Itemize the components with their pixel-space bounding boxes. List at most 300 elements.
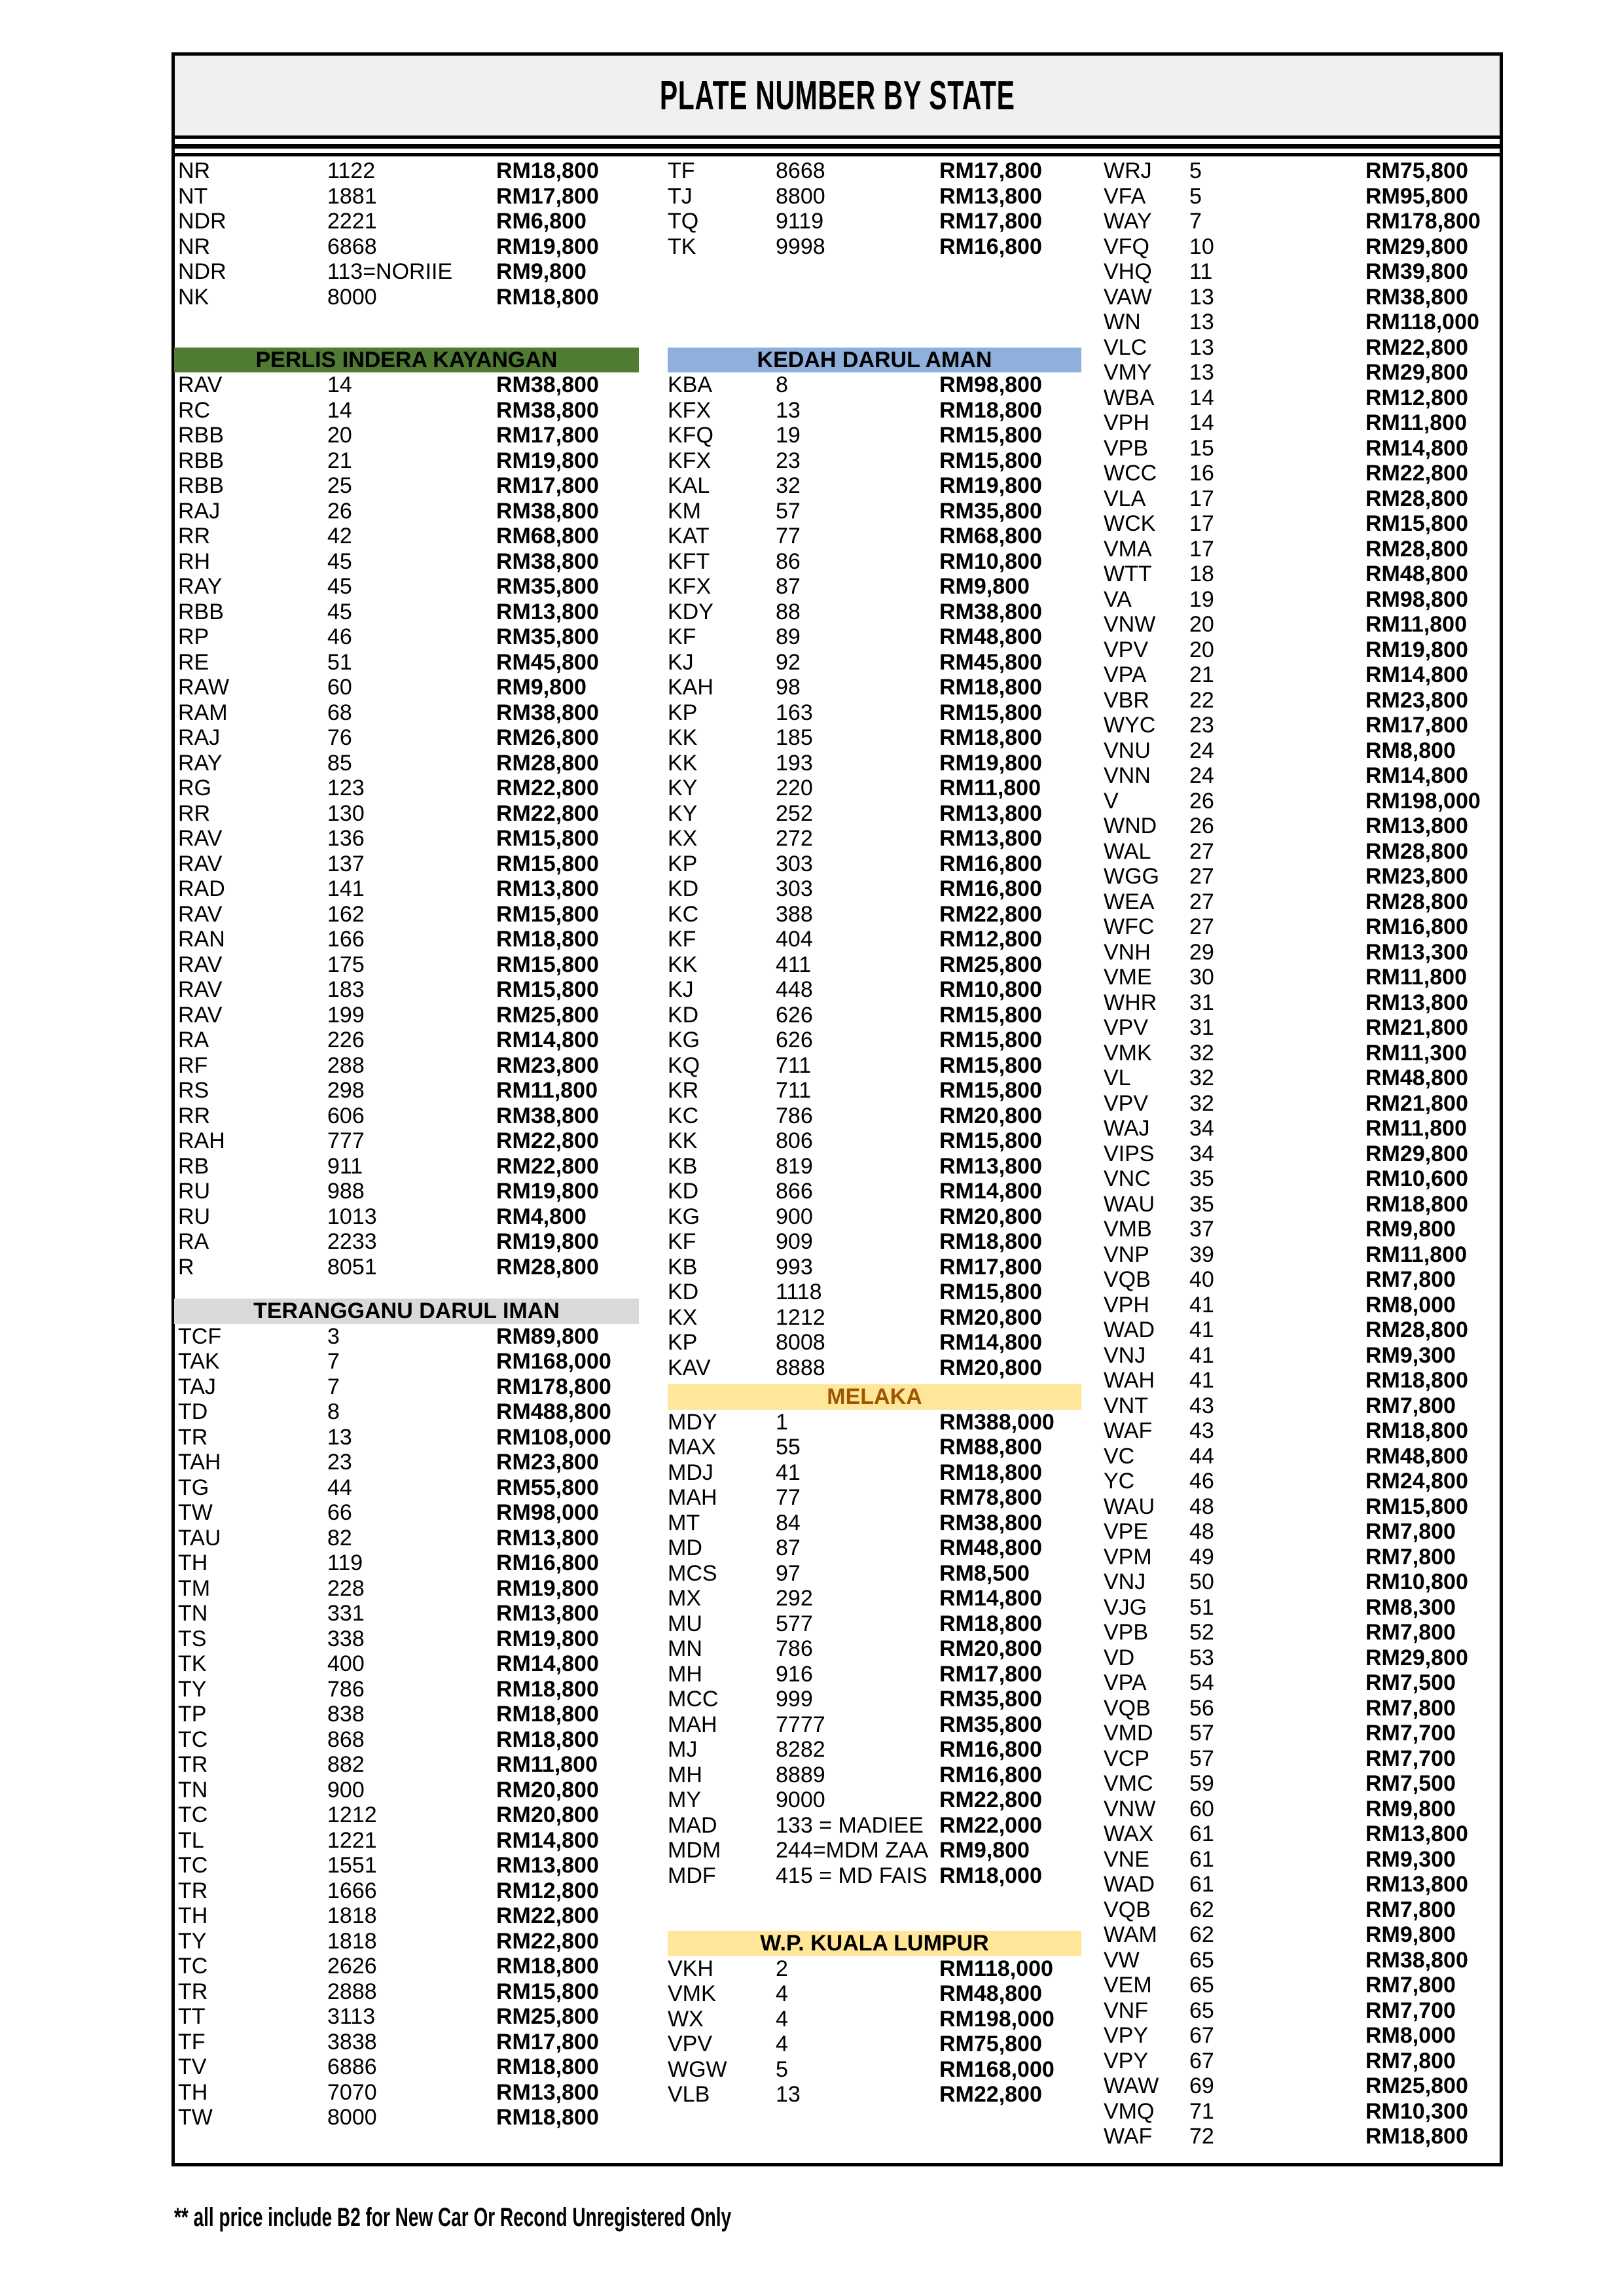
price-cell: RM18,800 <box>496 2105 599 2130</box>
plate-cell: KFX <box>668 397 712 423</box>
number-cell: 711 <box>776 1052 812 1078</box>
table-row <box>668 1280 1081 1305</box>
table-row <box>174 1727 639 1753</box>
price-cell: RM17,800 <box>496 473 599 499</box>
plate-cell: KK <box>668 750 698 776</box>
number-cell: 2888 <box>327 1979 377 2004</box>
plate-cell: MD <box>668 1535 702 1561</box>
number-cell: 46 <box>1189 1469 1214 1494</box>
price-cell: RM15,800 <box>939 1078 1042 1103</box>
price-cell: RM98,800 <box>939 372 1042 398</box>
table-row <box>174 1179 639 1204</box>
price-cell: RM20,800 <box>939 1355 1042 1380</box>
section-header-melaka: MELAKA <box>668 1384 1081 1410</box>
price-cell: RM15,800 <box>496 977 599 1003</box>
plate-cell: MDM <box>668 1838 721 1863</box>
price-cell: RM17,800 <box>496 423 599 448</box>
table-row <box>668 1460 1081 1486</box>
plate-cell: KAT <box>668 524 710 549</box>
number-cell: 786 <box>327 1676 365 1702</box>
plate-cell: VHQ <box>1104 259 1152 284</box>
number-cell: 27 <box>1189 889 1214 914</box>
plate-cell: KP <box>668 851 698 876</box>
price-cell: RM16,800 <box>496 1551 599 1576</box>
table-row <box>174 184 639 209</box>
number-cell: 77 <box>776 1485 801 1511</box>
price-cell: RM20,800 <box>939 1636 1042 1662</box>
plate-cell: MDY <box>668 1409 717 1435</box>
plate-cell: RBB <box>178 423 224 448</box>
table-row <box>668 1204 1081 1230</box>
table-row <box>1104 511 1504 537</box>
divider-rule-thin <box>175 153 1500 156</box>
number-cell: 87 <box>776 574 801 600</box>
price-cell: RM16,800 <box>939 876 1042 902</box>
table-row <box>174 1324 639 1350</box>
plate-cell: KG <box>668 1204 700 1229</box>
table-row <box>174 1103 639 1129</box>
number-cell: 26 <box>327 498 352 524</box>
table-row <box>1104 436 1504 461</box>
price-cell: RM28,800 <box>1365 486 1468 511</box>
price-cell: RM68,800 <box>939 524 1042 549</box>
table-row <box>174 826 639 852</box>
table-row <box>174 285 639 310</box>
number-cell: 32 <box>1189 1040 1214 1066</box>
table-row <box>668 650 1081 675</box>
number-cell: 25 <box>327 473 352 499</box>
plate-cell: RU <box>178 1204 211 1229</box>
table-row <box>668 158 1081 184</box>
plate-cell: NK <box>178 284 209 310</box>
table-row <box>668 902 1081 927</box>
price-cell: RM38,800 <box>939 599 1042 624</box>
table-row <box>174 1425 639 1450</box>
number-cell: 59 <box>1189 1771 1214 1796</box>
price-cell: RM7,800 <box>1365 1973 1456 1998</box>
table-row <box>174 524 639 549</box>
table-row <box>174 2105 639 2130</box>
price-cell: RM7,800 <box>1365 1544 1456 1570</box>
number-cell: 338 <box>327 1626 365 1651</box>
price-cell: RM55,800 <box>496 1475 599 1500</box>
plate-cell: R <box>178 1254 194 1280</box>
plate-cell: KD <box>668 1179 699 1204</box>
plate-cell: TF <box>668 158 695 183</box>
number-cell: 32 <box>1189 1090 1214 1116</box>
table-row <box>1104 940 1504 965</box>
plate-cell: RA <box>178 1229 209 1255</box>
table-row <box>1104 1545 1504 1570</box>
price-cell: RM19,800 <box>496 234 599 259</box>
plate-cell: KX <box>668 826 698 852</box>
price-cell: RM6,800 <box>496 209 586 234</box>
plate-cell: TN <box>178 1777 208 1803</box>
plate-cell: VNE <box>1104 1846 1149 1872</box>
price-cell: RM7,800 <box>1365 1267 1456 1292</box>
table-row <box>174 574 639 600</box>
table-row <box>1104 814 1504 839</box>
section-header-perlis-indera-kayangan: PERLIS INDERA KAYANGAN <box>174 348 639 373</box>
price-cell: RM7,800 <box>1365 1620 1456 1645</box>
plate-cell: TC <box>178 1727 208 1752</box>
plate-cell: RP <box>178 624 209 650</box>
price-cell: RM15,800 <box>939 423 1042 448</box>
table-row <box>174 2080 639 2106</box>
price-cell: RM16,800 <box>939 234 1042 259</box>
price-cell: RM20,800 <box>939 1103 1042 1128</box>
number-cell: 400 <box>327 1651 365 1677</box>
table-row <box>174 801 639 827</box>
plate-cell: VLC <box>1104 334 1147 360</box>
price-cell: RM9,800 <box>939 574 1030 600</box>
number-cell: 7 <box>327 1374 340 1399</box>
number-cell: 43 <box>1189 1418 1214 1443</box>
plate-cell: RA <box>178 1028 209 1053</box>
number-cell: 882 <box>327 1752 365 1778</box>
plate-cell: TT <box>178 2004 206 2030</box>
number-cell: 39 <box>1189 1242 1214 1267</box>
plate-cell: TY <box>178 1676 207 1702</box>
table-row <box>1104 1998 1504 2024</box>
table-row <box>174 650 639 675</box>
price-cell: RM14,800 <box>939 1179 1042 1204</box>
number-cell: 162 <box>327 901 365 927</box>
plate-cell: VFQ <box>1104 234 1149 259</box>
table-row <box>1104 184 1504 209</box>
price-cell: RM13,800 <box>1365 1872 1468 1897</box>
number-cell: 76 <box>327 725 352 751</box>
table-row <box>1104 612 1504 637</box>
plate-cell: TR <box>178 1424 208 1450</box>
plate-cell: VEM <box>1104 1973 1152 1998</box>
number-cell: 911 <box>327 1153 363 1179</box>
plate-cell: WCC <box>1104 461 1157 486</box>
table-row <box>668 876 1081 902</box>
table-row <box>1104 1444 1504 1469</box>
price-cell: RM22,800 <box>496 1128 599 1154</box>
number-cell: 272 <box>776 826 813 852</box>
table-row <box>1104 1091 1504 1117</box>
table-row <box>1104 1847 1504 1873</box>
number-cell: 87 <box>776 1535 801 1561</box>
table-row <box>668 700 1081 726</box>
plate-cell: VQB <box>1104 1267 1151 1292</box>
plate-cell: WCK <box>1104 511 1156 536</box>
table-row <box>1104 461 1504 486</box>
table-row <box>668 1330 1081 1355</box>
table-row <box>1104 486 1504 512</box>
plate-cell: VMY <box>1104 360 1152 385</box>
price-cell: RM7,800 <box>1365 1519 1456 1544</box>
price-cell: RM7,800 <box>1365 1393 1456 1418</box>
table-row <box>1104 839 1504 865</box>
number-cell: 193 <box>776 750 813 776</box>
plate-cell: VPV <box>1104 1090 1149 1116</box>
price-cell: RM118,000 <box>1365 310 1479 334</box>
table-row <box>1104 386 1504 411</box>
plate-cell: RC <box>178 397 211 423</box>
plate-cell: VPV <box>1104 637 1149 662</box>
number-cell: 11 <box>1189 259 1213 284</box>
table-row <box>1104 335 1504 361</box>
plate-cell: RAY <box>178 574 223 600</box>
number-cell: 48 <box>1189 1519 1214 1544</box>
table-row <box>1104 1797 1504 1822</box>
plate-cell: TAU <box>178 1525 221 1551</box>
number-cell: 8668 <box>776 158 825 183</box>
price-cell: RM22,800 <box>496 1153 599 1179</box>
number-cell: 61 <box>1189 1872 1214 1897</box>
plate-cell: MH <box>668 1762 702 1787</box>
table-row <box>668 398 1081 423</box>
number-cell: 32 <box>1189 1066 1214 1090</box>
table-row <box>174 927 639 952</box>
price-cell: RM15,800 <box>496 1979 599 2004</box>
price-cell: RM16,800 <box>939 1737 1042 1763</box>
price-cell: RM98,000 <box>496 1500 599 1526</box>
plate-cell: WAX <box>1104 1821 1154 1846</box>
price-cell: RM18,800 <box>1365 1368 1468 1393</box>
price-cell: RM18,800 <box>1365 2124 1468 2149</box>
number-cell: 20 <box>327 423 352 448</box>
table-row <box>174 1154 639 1179</box>
plate-cell: WAW <box>1104 2073 1159 2098</box>
number-cell: 43 <box>1189 1393 1214 1418</box>
plate-cell: MAH <box>668 1712 717 1737</box>
number-cell: 226 <box>327 1028 365 1053</box>
table-row <box>668 1410 1081 1435</box>
number-cell: 415 = MD FAIS <box>776 1863 928 1888</box>
plate-cell: WAF <box>1104 1418 1153 1443</box>
price-cell: RM11,800 <box>1365 1116 1467 1141</box>
spacer <box>174 1280 639 1299</box>
table-row <box>174 448 639 474</box>
price-cell: RM12,800 <box>939 927 1042 952</box>
table-row <box>1104 914 1504 940</box>
table-row <box>1104 1746 1504 1772</box>
number-cell: 41 <box>1189 1318 1214 1342</box>
number-cell: 988 <box>327 1179 365 1204</box>
plate-cell: RR <box>178 1103 211 1128</box>
number-cell: 2233 <box>327 1229 377 1255</box>
table-row <box>1104 2023 1504 2049</box>
number-cell: 61 <box>1189 1821 1214 1846</box>
number-cell: 41 <box>776 1460 801 1485</box>
table-row <box>174 624 639 650</box>
plate-cell: RBB <box>178 448 224 473</box>
price-cell: RM15,800 <box>939 1052 1042 1078</box>
number-cell: 37 <box>1189 1217 1214 1242</box>
table-row <box>1104 1293 1504 1318</box>
plate-cell: MCS <box>668 1560 717 1586</box>
table-row <box>1104 1343 1504 1369</box>
plate-cell: KD <box>668 1002 699 1028</box>
plate-cell: MN <box>668 1636 702 1662</box>
plate-cell: VCP <box>1104 1746 1149 1771</box>
plate-cell: TP <box>178 1702 207 1727</box>
plate-cell: KFX <box>668 574 712 600</box>
number-cell: 999 <box>776 1687 813 1712</box>
number-cell: 60 <box>1189 1796 1214 1821</box>
price-cell: RM14,800 <box>496 1028 599 1053</box>
number-cell: 13 <box>776 397 801 423</box>
plate-cell: RAJ <box>178 498 221 524</box>
number-cell: 6868 <box>327 234 377 259</box>
number-cell: 30 <box>1189 965 1214 990</box>
number-cell: 17 <box>1189 536 1214 562</box>
table-row <box>668 1956 1081 1982</box>
divider-rule-thick <box>175 144 1500 149</box>
number-cell: 1221 <box>327 1827 377 1853</box>
price-cell: RM16,800 <box>1365 914 1468 939</box>
number-cell: 244=MDM ZAA <box>776 1838 929 1863</box>
plate-cell: WAL <box>1104 838 1151 864</box>
table-row <box>668 549 1081 575</box>
plate-cell: VMQ <box>1104 2098 1155 2124</box>
number-cell: 2 <box>776 1956 788 1981</box>
number-cell: 67 <box>1189 2048 1214 2073</box>
price-cell: RM11,800 <box>496 1078 598 1103</box>
number-cell: 62 <box>1189 1922 1214 1947</box>
table-row <box>668 1103 1081 1129</box>
table-row <box>668 2007 1081 2032</box>
plate-cell: VPH <box>1104 410 1149 435</box>
table-row <box>1104 562 1504 587</box>
price-cell: RM14,800 <box>939 1586 1042 1611</box>
table-row <box>668 1154 1081 1179</box>
table-row <box>1104 1116 1504 1141</box>
number-cell: 45 <box>327 599 352 624</box>
number-cell: 77 <box>776 524 801 549</box>
table-row <box>174 1028 639 1053</box>
price-cell: RM12,800 <box>496 1878 599 1903</box>
price-cell: RM19,800 <box>496 1575 599 1601</box>
table-row <box>1104 310 1504 335</box>
price-cell: RM18,800 <box>939 675 1042 700</box>
price-cell: RM20,800 <box>496 1803 599 1828</box>
number-cell: 806 <box>776 1128 813 1154</box>
price-cell: RM48,800 <box>939 1981 1042 2007</box>
number-cell: 24 <box>1189 763 1214 788</box>
price-cell: RM7,700 <box>1365 1998 1456 2023</box>
price-cell: RM19,800 <box>496 1626 599 1651</box>
plate-cell: WGW <box>668 2056 727 2082</box>
table-row <box>668 2032 1081 2057</box>
table-row <box>1104 1620 1504 1645</box>
price-cell: RM17,800 <box>496 2029 599 2054</box>
price-cell: RM4,800 <box>496 1204 586 1229</box>
number-cell: 866 <box>776 1179 813 1204</box>
number-cell: 17 <box>1189 511 1214 536</box>
table-row <box>1104 1318 1504 1343</box>
plate-cell: WAD <box>1104 1318 1155 1342</box>
table-row <box>668 826 1081 852</box>
plate-cell: RAV <box>178 826 223 852</box>
number-cell: 55 <box>776 1435 801 1460</box>
table-row <box>668 1838 1081 1863</box>
table-row <box>1104 1948 1504 1973</box>
price-cell: RM18,800 <box>496 1702 599 1727</box>
plate-cell: VPY <box>1104 2048 1149 2073</box>
price-cell: RM19,800 <box>496 448 599 473</box>
number-cell: 54 <box>1189 1670 1214 1695</box>
price-cell: RM25,800 <box>496 2004 599 2030</box>
table-row <box>668 1561 1081 1587</box>
table-row <box>174 1828 639 1854</box>
number-cell: 123 <box>327 776 365 801</box>
number-cell: 4 <box>776 2032 788 2057</box>
number-cell: 130 <box>327 800 365 826</box>
plate-cell: TK <box>178 1651 207 1677</box>
plate-cell: VNH <box>1104 939 1151 965</box>
table-row <box>174 876 639 902</box>
price-cell: RM28,800 <box>1365 838 1468 864</box>
number-cell: 9119 <box>776 209 824 234</box>
number-cell: 66 <box>327 1500 352 1526</box>
table-row <box>1104 1670 1504 1696</box>
table-row <box>1104 990 1504 1016</box>
table-row <box>668 2057 1081 2083</box>
footnote: ** all price include B2 for New Car Or Recond Unregistered Only <box>174 2203 732 2232</box>
table-row <box>668 448 1081 474</box>
number-cell: 141 <box>327 876 365 902</box>
table-row <box>668 675 1081 700</box>
plate-cell: TH <box>178 1551 208 1576</box>
price-cell: RM18,800 <box>1365 1418 1468 1443</box>
plate-cell: KM <box>668 498 701 524</box>
price-cell: RM13,800 <box>939 1153 1042 1179</box>
plate-cell: RAJ <box>178 725 221 751</box>
plate-cell: RAV <box>178 1002 223 1028</box>
table-row <box>174 209 639 234</box>
number-cell: 1118 <box>776 1280 822 1305</box>
plate-cell: VME <box>1104 965 1152 990</box>
price-cell: RM17,800 <box>939 209 1042 234</box>
price-cell: RM88,800 <box>939 1435 1042 1460</box>
number-cell: 166 <box>327 927 365 952</box>
price-cell: RM39,800 <box>1365 259 1468 284</box>
plate-cell: RAD <box>178 876 225 902</box>
plate-cell: VQB <box>1104 1695 1151 1721</box>
price-cell: RM25,800 <box>496 1002 599 1028</box>
number-cell: 9000 <box>776 1787 825 1813</box>
number-cell: 8 <box>327 1399 340 1425</box>
plate-cell: KC <box>668 1103 699 1128</box>
table-row <box>1104 1166 1504 1192</box>
price-cell: RM48,800 <box>939 1535 1042 1561</box>
price-cell: RM118,000 <box>939 1956 1053 1981</box>
price-cell: RM15,800 <box>939 1128 1042 1154</box>
number-cell: 448 <box>776 977 813 1003</box>
plate-cell: VW <box>1104 1947 1140 1973</box>
plate-cell: NDR <box>178 209 226 234</box>
price-cell: RM20,800 <box>939 1204 1042 1229</box>
price-cell: RM28,800 <box>1365 889 1468 914</box>
table-row <box>1104 1418 1504 1444</box>
table-row <box>668 1636 1081 1662</box>
table-row <box>668 1179 1081 1204</box>
plate-cell: VNJ <box>1104 1342 1146 1368</box>
plate-cell: WAY <box>1104 209 1152 234</box>
price-cell: RM38,800 <box>1365 1947 1468 1973</box>
number-cell: 34 <box>1189 1141 1214 1166</box>
price-cell: RM18,800 <box>1365 1191 1468 1217</box>
price-cell: RM15,800 <box>939 1280 1042 1305</box>
price-cell: RM22,800 <box>1365 461 1468 486</box>
plate-cell: NR <box>178 234 211 259</box>
number-cell: 40 <box>1189 1267 1214 1292</box>
